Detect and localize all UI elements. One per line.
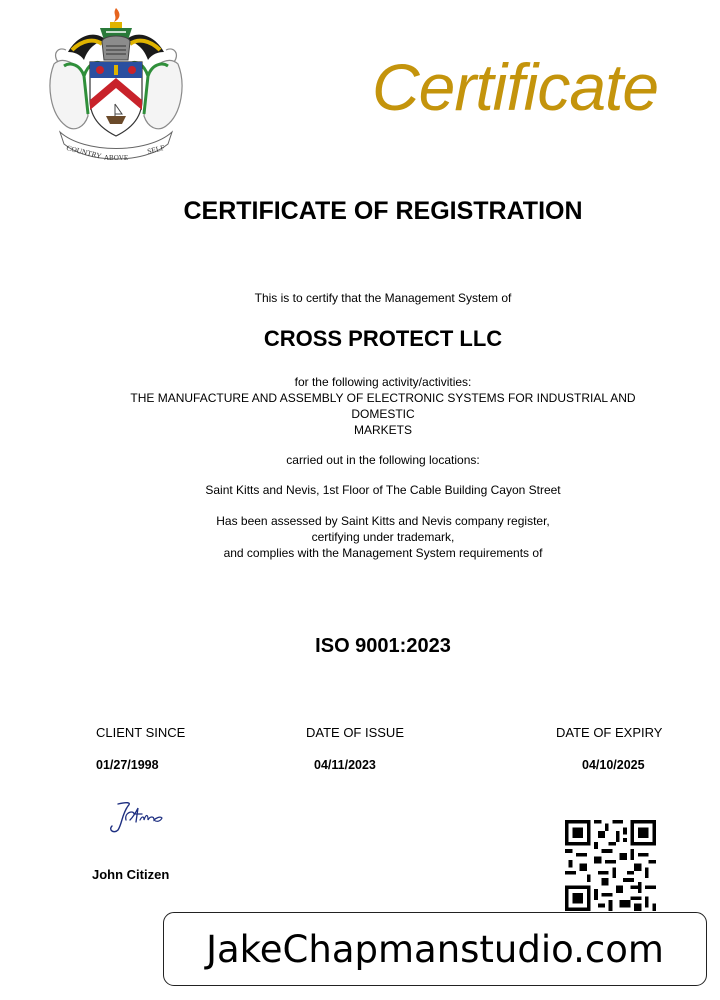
assessment-line-2: certifying under trademark, xyxy=(311,530,455,544)
signer-name: John Citizen xyxy=(92,867,170,882)
assessment-line-1: Has been assessed by Saint Kitts and Nevis company register, xyxy=(216,514,550,528)
client-since-label: CLIENT SINCE xyxy=(96,725,186,740)
assessment-line-3: and complies with the Management System requirements of xyxy=(223,546,543,560)
intro-text: This is to certify that the Management System of xyxy=(254,291,512,305)
company-name: CROSS PROTECT LLC xyxy=(263,326,503,351)
signature-icon xyxy=(104,798,168,838)
motto-word-1: COUNTRY xyxy=(65,143,103,161)
expiry-date-label: DATE OF EXPIRY xyxy=(556,725,663,740)
issue-date-value: 04/11/2023 xyxy=(314,758,376,772)
client-since-value: 01/27/1998 xyxy=(96,758,159,772)
iso-standard: ISO 9001:2023 xyxy=(315,635,451,657)
coat-of-arms-icon xyxy=(44,4,188,162)
certificate-wordmark: Certificate xyxy=(372,50,659,124)
activity-block xyxy=(40,374,720,438)
issue-date-label: DATE OF ISSUE xyxy=(306,725,404,740)
qr-code-icon xyxy=(565,820,656,911)
watermark-text: JakeChapmanstudio.com xyxy=(206,927,664,971)
expiry-date-value: 04/10/2025 xyxy=(582,758,645,772)
motto-word-2: ABOVE xyxy=(104,154,129,162)
motto-word-3: SELF xyxy=(146,142,166,156)
activity-line-1: THE MANUFACTURE AND ASSEMBLY OF ELECTRONIC SYSTEMS FOR INDUSTRIAL AND xyxy=(130,391,636,405)
assessment-block xyxy=(40,513,720,561)
watermark-banner xyxy=(163,912,707,986)
location-text: Saint Kitts and Nevis, 1st Floor of The Cable Building Cayon Street xyxy=(205,483,561,497)
activity-line-2: DOMESTIC xyxy=(351,407,415,421)
activity-intro: for the following activity/activities: xyxy=(294,375,472,389)
certificate-title: CERTIFICATE OF REGISTRATION xyxy=(183,197,583,225)
locations-intro: carried out in the following locations: xyxy=(286,453,480,467)
activity-line-3: MARKETS xyxy=(353,423,412,437)
